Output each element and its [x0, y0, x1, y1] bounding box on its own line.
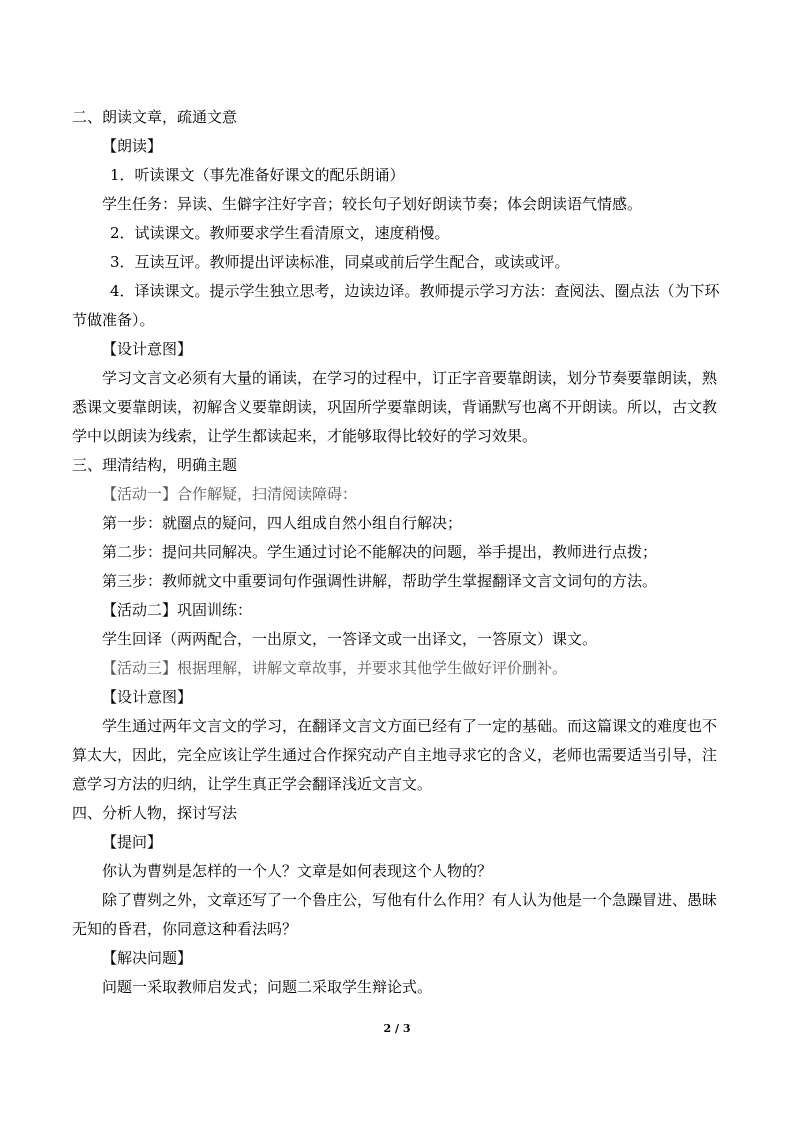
section2-heading: 二、朗读文章，疏通文意	[72, 108, 238, 126]
step-item-4: 4．译读课文。提示学生独立思考，边读边译。教师提示学习方法：查阅法、圈点法（为下环节做准备）。	[72, 282, 720, 329]
activity-3	[72, 654, 722, 683]
activity-3-label: 【活动三】	[102, 659, 178, 677]
activity-1-step-3: 第三步：教师就文中重要词句作强调性讲解，帮助学生掌握翻译文言文词句的方法。	[102, 572, 658, 590]
activity-1	[72, 480, 722, 509]
reading-label: 【朗读】	[102, 137, 163, 155]
activity-2-text: 巩固训练：	[177, 601, 253, 619]
page-number: 2 / 3	[383, 1022, 411, 1035]
design-intent-label-2: 【设计意图】	[102, 688, 193, 706]
document-body	[72, 103, 722, 1002]
question-1: 你认为曹刿是怎样的一个人？文章是如何表现这个人物的？	[102, 862, 493, 880]
activity-2-detail: 学生回译（两两配合，一出原文，一答译文或一出译文，一答原文）课文。	[102, 630, 598, 648]
step-item-3: 3．互读互评。教师提出评读标准，同桌或前后学生配合，或读或评。	[110, 253, 570, 271]
section4-heading: 四、分析人物，探讨写法	[72, 804, 238, 822]
section3-heading: 三、理清结构，明确主题	[72, 456, 238, 474]
student-task: 学生任务：异读、生僻字注好字音；较长句子划好朗读节奏；体会朗读语气情感。	[102, 195, 643, 213]
question-2: 除了曹刿之外，文章还写了一个鲁庄公，写他有什么作用？有人认为他是一个急躁冒进、愚昧无知的昏君，你同意这种看法吗？	[72, 891, 718, 938]
activity-1-label: 【活动一】	[102, 485, 178, 503]
step-item-2: 2．试读课文。教师要求学生看清原文，速度稍慢。	[110, 224, 450, 242]
solve-text: 问题一采取教师启发式；问题二采取学生辩论式。	[102, 978, 433, 996]
activity-2	[72, 596, 722, 625]
activity-3-text: 根据理解，讲解文章故事，并要求其他学生做好评价删补。	[177, 659, 568, 677]
question-label: 【提问】	[102, 833, 163, 851]
activity-2-label: 【活动二】	[102, 601, 178, 619]
step-item-1: 1．听读课文（事先准备好课文的配乐朗诵）	[110, 166, 405, 184]
design-intent-label-1: 【设计意图】	[102, 340, 193, 358]
activity-1-text: 合作解疑，扫清阅读障碍：	[177, 485, 358, 503]
design-intent-text-1: 学习文言文必须有大量的诵读，在学习的过程中，订正字音要靠朗读，划分节奏要靠朗读，熟悉课文要靠朗读，初解含义要靠朗读，巩固所学要靠朗读，背诵默写也离不开朗读。所以，古文教学中以朗读为线索，让学生都读起来，才能够取得比较好的学习效果。	[72, 369, 718, 445]
activity-1-step-1: 第一步：就圈点的疑问，四人组成自然小组自行解决；	[102, 514, 463, 532]
activity-1-step-2: 第二步：提问共同解决。学生通过讨论不能解决的问题，举手提出，教师进行点拨；	[102, 543, 658, 561]
solve-label: 【解决问题】	[102, 949, 193, 967]
design-intent-text-2: 学生通过两年文言文的学习，在翻译文言文方面已经有了一定的基础。而这篇课文的难度也不算太大，因此，完全应该让学生通过合作探究动产自主地寻求它的含义，老师也需要适当引导，注意学习方法的归纳，让学生真正学会翻译浅近文言文。	[72, 717, 718, 793]
